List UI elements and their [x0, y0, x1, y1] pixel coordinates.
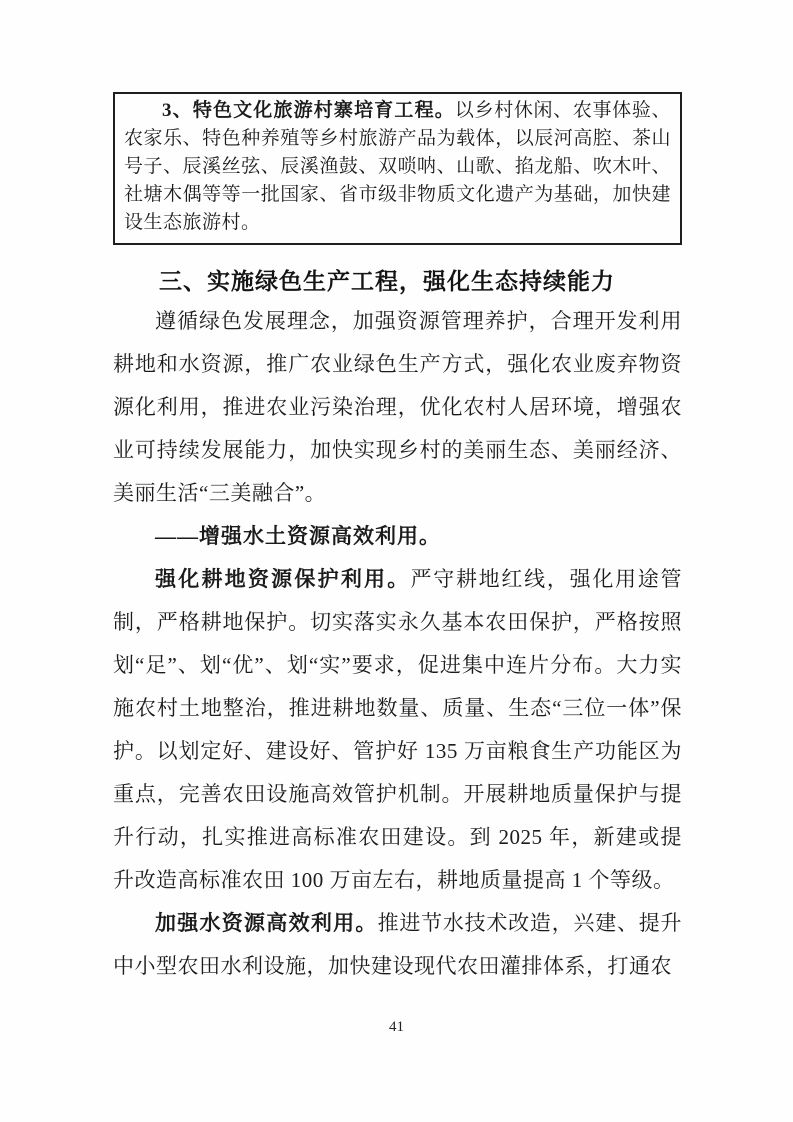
paragraph-lead: 强化耕地资源保护利用。 [155, 567, 411, 591]
boxed-paragraph-text: 以乡村休闲、农事体验、农家乐、特色种养殖等乡村旅游产品为载体，以辰河高腔、茶山号子、辰溪丝弦、辰溪渔鼓、双唢呐、山歌、掐龙船、吹木叶、社塘木偶等等一批国家、省市级非物质文化遗产为基础，加快建设生态旅游村。 [124, 100, 671, 233]
body-paragraph [113, 558, 682, 902]
document-content [113, 92, 682, 988]
boxed-paragraph [124, 97, 671, 237]
paragraph-lead: 加强水资源高效利用。 [155, 911, 378, 935]
body-paragraph [113, 300, 682, 515]
body-paragraph [113, 902, 682, 988]
paragraph-text: 严守耕地红线，强化用途管制，严格耕地保护。切实落实永久基本农田保护，严格按照划“足”、划“优”、划“实”要求，促进集中连片分布。大力实施农村土地整治，推进耕地数量、质量、生态“三位一体”保护。以划定好、建设好、管护好 135 万亩粮食生产功能区为重点，完善农田设施高效管护机制。开展耕地质量保护与提升行动，扎实推进高标准农田建设。到 2025 年，新建或提升改造高标准农田 100 万亩左右，耕地质量提高 1 个等级。 [113, 567, 682, 892]
page-number: 41 [389, 1019, 404, 1035]
paragraph-lead: ——增强水土资源高效利用。 [155, 524, 441, 548]
paragraph-text: 遵循绿色发展理念，加强资源管理养护，合理开发利用耕地和水资源，推广农业绿色生产方式，强化农业废弃物资源化利用，推进农业污染治理，优化农村人居环境，增强农业可持续发展能力，加快实现乡村的美丽生态、美丽经济、美丽生活“三美融合”。 [113, 309, 682, 505]
paragraph-text: 推进节水技术改造，兴建、提升中小型农田水利设施，加快建设现代农田灌排体系，打通农 [113, 911, 682, 978]
boxed-paragraph-lead: 3、特色文化旅游村寨培育工程。 [162, 100, 455, 121]
body-paragraph [113, 515, 682, 558]
boxed-project-callout [113, 92, 682, 245]
body-paragraphs [113, 300, 682, 988]
section-heading: 三、实施绿色生产工程，强化生态持续能力 [159, 268, 615, 294]
